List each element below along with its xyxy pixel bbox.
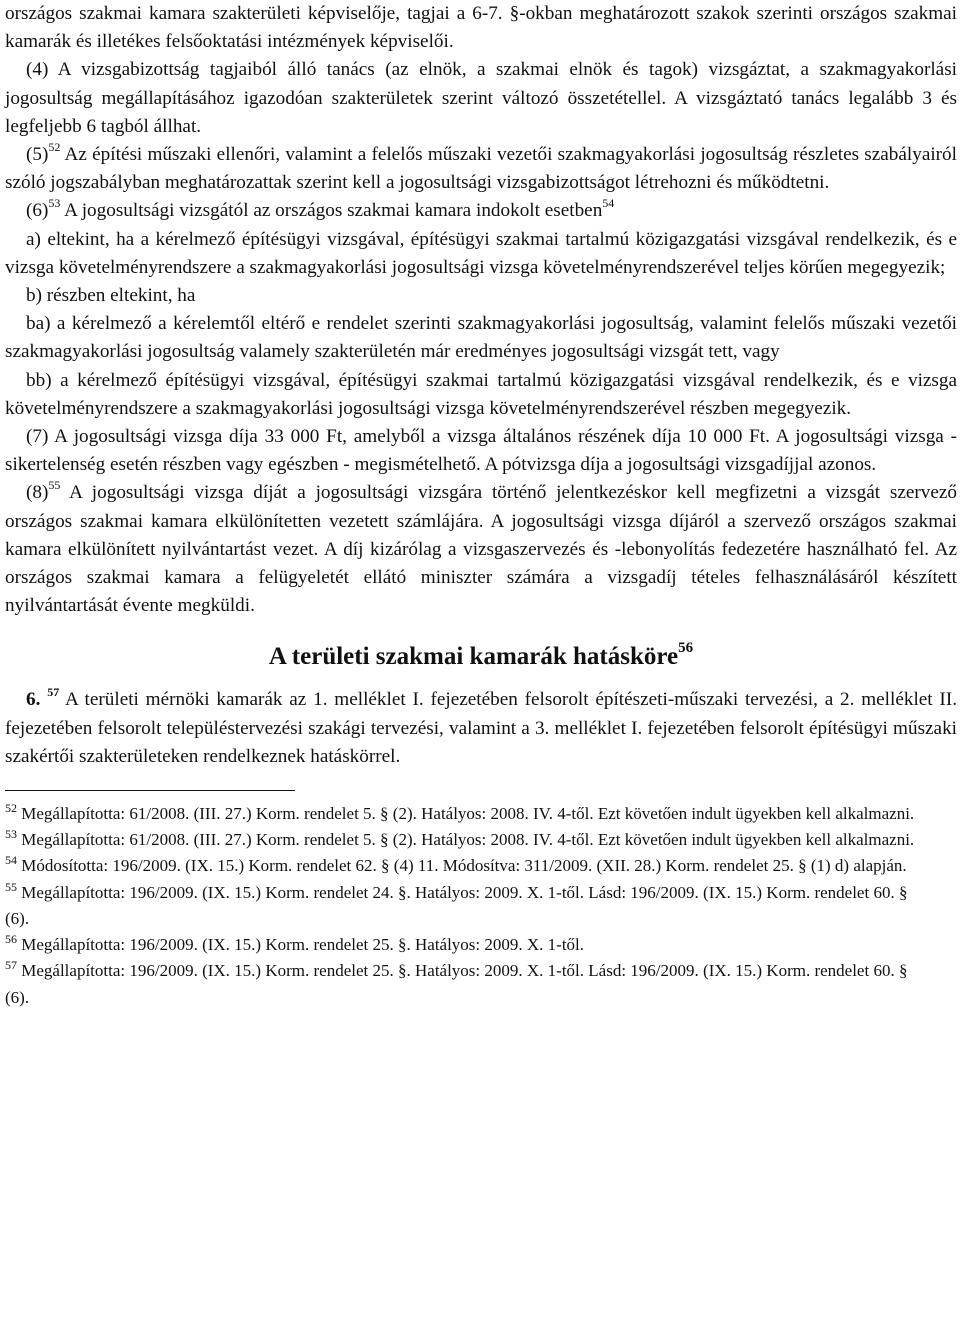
section-number: 6. [26,689,41,711]
footnote-number: 55 [5,879,17,894]
footnote-number: 53 [5,827,17,842]
paragraph-6 [5,197,957,225]
footnote-ref-52[interactable]: 52 [48,140,61,155]
paragraph-number: (6) [26,200,49,222]
footnote-ref-54[interactable]: 54 [602,196,615,211]
point-a: a) eltekint, ha a kérelmező építésügyi vizsgával, építésügyi szakmai tartalmú közigazgatási vizsgával rendelkezik, és e vizsga követelményrendszere a szakmagyakorlási jogosultsági vizsga követelményrendszerével teljes körűen megegyezik; [5,228,957,278]
section-heading [5,642,957,672]
paragraph-number: (5) [26,144,49,166]
footnote-text: Módosította: 196/2009. (IX. 15.) Korm. rendelet 62. § (4) 11. Módosítva: 311/2009. (XII. 28.) Korm. rendelet 25. § (1) d) alapján. [17,856,907,876]
footnote-54 [5,853,957,879]
footnote-number: 57 [5,958,17,973]
footnote-55 [5,880,957,932]
footnote-text: Megállapította: 61/2008. (III. 27.) Korm. rendelet 5. § (2). Hatályos: 2008. IV. 4-től. Ezt követően indult ügyekben kell alkalmazni. [17,830,915,850]
point-b: b) részben eltekint, ha [26,285,196,307]
paragraph-number: (8) [26,482,49,504]
point-bb: bb) a kérelmező építésügyi vizsgával, építésügyi szakmai tartalmú közigazgatási vizsgával rendelkezik, és e vizsga követelményrendszere a szakmagyakorlási jogosultsági vizsga követelményrendszerével részben megegyezik. [5,369,957,419]
footnote-number: 54 [5,853,17,868]
paragraph-3-continued: országos szakmai kamara szakterületi képviselője, tagjai a 6-7. §-okban meghatározott szakok szerinti országos szakmai kamarák és illetékes felsőoktatási intézmények képviselői. [5,3,957,53]
section-6-text: A területi mérnöki kamarák az 1. melléklet I. fejezetében felsorolt építészeti-műszaki tervezési, a 2. melléklet II. fejezetében felsorolt településtervezési szakági tervezési, valamint a 3. melléklet I. fejezetében felsorolt építésügyi műszaki szakértői szakterületeken rendelkeznek hatáskörrel. [5,689,958,767]
footnote-ref-55[interactable]: 55 [48,478,61,493]
footnote-text: Megállapította: 196/2009. (IX. 15.) Korm. rendelet 25. §. Hatályos: 2009. X. 1-től. Lásd: 196/2009. (IX. 15.) Korm. rendelet 60. § (6). [5,961,908,1007]
footnote-53 [5,827,957,853]
footnote-text: Megállapította: 196/2009. (IX. 15.) Korm. rendelet 24. §. Hatályos: 2009. X. 1-től. Lásd: 196/2009. (IX. 15.) Korm. rendelet 60. § (6). [5,882,908,928]
footnote-text: Megállapította: 61/2008. (III. 27.) Korm. rendelet 5. § (2). Hatályos: 2008. IV. 4-től. Ezt követően indult ügyekben kell alkalmazni. [17,804,915,824]
footnote-57 [5,958,957,1010]
paragraph-7: (7) A jogosultsági vizsga díja 33 000 Ft, amelyből a vizsga általános részének díja 10 000 Ft. A jogosultsági vizsga - sikertelenség esetén részben vagy egészben - megismételhető. A pótvizsga díja a jogosultsági vizsgadíjjal azonos. [5,426,957,476]
footnote-separator [5,790,295,791]
footnote-number: 52 [5,801,17,816]
paragraph-4: (4) A vizsgabizottság tagjaiból álló tanács (az elnök, a szakmai elnök és tagok) vizsgáztat, a szakmagyakorlási jogosultság megállapításához igazodóan szakterületek szerint változó összetétellel. A vizsgáztató tanács legalább 3 és legfeljebb 6 tagból állhat. [5,59,957,137]
section-6 [5,686,957,771]
footnote-56 [5,932,957,958]
point-ba: ba) a kérelmező a kérelemtől eltérő e rendelet szerinti szakmagyakorlási jogosultság, valamint felelős műszaki vezetői szakmagyakorlási jogosultság valamely szakterületén már eredményes jogosultsági vizsgát tett, vagy [5,313,957,363]
paragraph-text: A jogosultsági vizsga díját a jogosultsági vizsgára történő jelentkezéskor kell megfizetni a vizsgát szervező országos szakmai kamara elkülönítetten vezetett számlájára. A jogosultsági vizsga díjáról a szervező országos szakmai kamara elkülönített nyilvántartást vezet. A díj kizárólag a vizsgaszervezés és -lebonyolítás fedezetére használható fel. Az országos szakmai kamara a felügyeletét ellátó miniszter számára a vizsgadíj tételes felhasználásáról készített nyilvántartását évente megküldi. [5,482,957,617]
footnote-52 [5,801,957,827]
footnotes [5,801,957,1011]
footnote-ref-53[interactable]: 53 [48,196,61,211]
paragraph-5 [5,141,957,197]
footnote-ref-56[interactable]: 56 [678,640,694,657]
document-page [5,0,957,1011]
footnote-ref-57[interactable]: 57 [47,685,60,700]
section-heading-text: A területi szakmai kamarák hatásköre [268,643,679,671]
paragraph-8 [5,479,957,620]
footnote-text: Megállapította: 196/2009. (IX. 15.) Korm. rendelet 25. §. Hatályos: 2009. X. 1-től. [17,935,585,955]
paragraph-text: Az építési műszaki ellenőri, valamint a felelős műszaki vezetői szakmagyakorlási jogosultság részletes szabályairól szóló jogszabályban meghatározattak szerint kell a jogosultsági vizsgabizottságot létrehozni és működtetni. [5,144,957,194]
paragraph-text: A jogosultsági vizsgától az országos szakmai kamara indokolt esetben [60,200,603,222]
footnote-number: 56 [5,932,17,947]
